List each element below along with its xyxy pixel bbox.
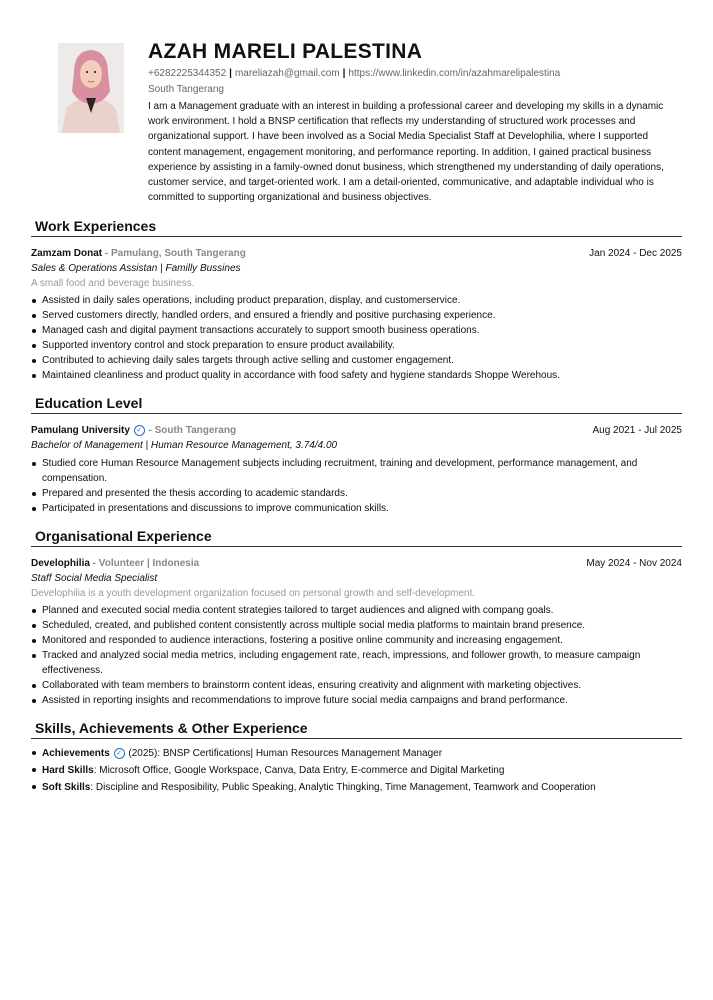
list-item: Managed cash and digital payment transactions accurately to support smooth business operations.: [31, 323, 682, 338]
organisation-role: Staff Social Media Specialist: [31, 573, 158, 584]
organisation-meta: Volunteer | Indonesia: [98, 558, 200, 569]
list-item: Monitored and responded to audience interactions, fostering a positive online community and increasing engagement.: [31, 633, 682, 648]
work-role: Sales & Operations Assistan | Familly Bussines: [31, 263, 241, 274]
section-divider: [31, 738, 682, 739]
organisation-bullets: [31, 603, 682, 708]
employer-name: Zamzam Donat: [31, 248, 103, 259]
separator: -: [145, 425, 155, 436]
education-dates: Aug 2021 - Jul 2025: [592, 425, 682, 436]
list-item: Tracked and analyzed social media metrics, including engagement rate, reach, impressions, and follower growth, to measure campaign effectiveness.: [31, 648, 682, 678]
verified-badge-icon: ✓: [134, 425, 145, 436]
hard-skills-item: [31, 762, 682, 779]
list-item: Assisted in daily sales operations, including product preparation, display, and customerservice.: [31, 293, 682, 308]
contact-line: [148, 68, 560, 79]
work-bullets: [31, 293, 682, 383]
hard-skills-text: : Microsoft Office, Google Workspace, Canva, Data Entry, E-commerce and Digital Marketing: [93, 765, 505, 776]
list-item: Served customers directly, handled orders, and ensured a friendly and positive purchasing experience.: [31, 308, 682, 323]
list-item: Collaborated with team members to brainstorm content ideas, ensuring creativity and alignment with marketing objectives.: [31, 678, 682, 693]
soft-skills-label: Soft Skills: [42, 782, 91, 793]
section-divider: [31, 236, 682, 237]
candidate-name: AZAH MARELI PALESTINA: [148, 40, 423, 63]
soft-skills-text: : Discipline and Resposibility, Public Speaking, Analytic Thingking, Time Management, Teamwork and Cooperation: [90, 782, 596, 793]
list-item: Prepared and presented the thesis according to academic standards.: [31, 486, 682, 501]
separator: |: [342, 68, 346, 79]
list-item: Scheduled, created, and published content consistently across multiple social media platforms to maintain brand presence.: [31, 618, 682, 633]
candidate-location: South Tangerang: [148, 84, 224, 95]
list-item: Assisted in reporting insights and recommendations to improve future social media campaigns and brand performance.: [31, 693, 682, 708]
list-item: Participated in presentations and discussions to improve communication skills.: [31, 501, 682, 516]
organisation-dates: May 2024 - Nov 2024: [586, 558, 682, 569]
soft-skills-item: [31, 779, 682, 796]
work-dates: Jan 2024 - Dec 2025: [589, 248, 682, 259]
linkedin-link[interactable]: https://www.linkedin.com/in/azahmarelipalestina: [348, 68, 561, 79]
list-item: Maintained cleanliness and product quality in accordance with food safety and hygiene standards Shoppe Werehous.: [31, 368, 682, 383]
profile-summary: I am a Management graduate with an interest in building a professional career and developing my skills in a dynamic work environment. I hold a BNSP certification that reflects my understanding of structured work processes and organizational support. I have been involved as a Social Media Specialist Staff at Develophilia, where I supported content management, engagement monitoring, and performance reporting. In addition, I gained practical business experience by assisting in a family-owned donut business, which strengthened my understanding of daily operations, customer service, and target-oriented work. I am a detail-oriented, communicative, and adaptable individual who is committed to supporting organizational and business objectives.: [148, 101, 664, 204]
separator: -: [102, 248, 112, 259]
section-title-organisation: Organisational Experience: [35, 528, 212, 544]
degree: Bachelor of Management | Human Resource Management, 3.74/4.00: [31, 440, 338, 451]
achievements-text: (2025): BNSP Certifications| Human Resources Management Manager: [125, 748, 443, 759]
person-illustration: [58, 43, 124, 133]
work-description: A small food and beverage business.: [31, 278, 195, 289]
section-divider: [31, 546, 682, 547]
achievements-label: Achievements: [42, 748, 110, 759]
organisation-description: Develophilia is a youth development organization focused on personal growth and self-development.: [31, 588, 476, 599]
achievements-item: [31, 745, 682, 762]
section-title-work: Work Experiences: [35, 218, 157, 234]
work-entry-header: [31, 247, 682, 260]
section-title-skills: Skills, Achievements & Other Experience: [35, 720, 308, 736]
hard-skills-label: Hard Skills: [42, 765, 94, 776]
profile-photo: [58, 43, 124, 133]
education-bullets: [31, 456, 682, 516]
section-divider: [31, 413, 682, 414]
separator: |: [229, 68, 232, 79]
list-item: Planned and executed social media content strategies tailored to target audiences and aligned with compang goals.: [31, 603, 682, 618]
education-entry-header: [31, 424, 682, 437]
email-link[interactable]: mareliazah@gmail.com: [234, 68, 340, 79]
skills-bullets: [31, 745, 682, 796]
list-item: Studied core Human Resource Management subjects including recruitment, training and development, performance management, and compensation.: [31, 456, 682, 486]
employer-location: Pamulang, South Tangerang: [111, 248, 246, 259]
verified-badge-icon: ✓: [114, 748, 125, 759]
school-name: Pamulang University: [31, 425, 130, 436]
section-title-education: Education Level: [35, 395, 143, 411]
organisation-entry-header: [31, 557, 682, 570]
list-item: Supported inventory control and stock preparation to ensure product availability.: [31, 338, 682, 353]
school-location: South Tangerang: [154, 425, 237, 436]
separator: -: [89, 558, 99, 569]
organisation-name: Develophilia: [31, 558, 90, 569]
phone-number[interactable]: +6282225344352: [148, 68, 227, 79]
list-item: Contributed to achieving daily sales targets through active selling and customer engagement.: [31, 353, 682, 368]
